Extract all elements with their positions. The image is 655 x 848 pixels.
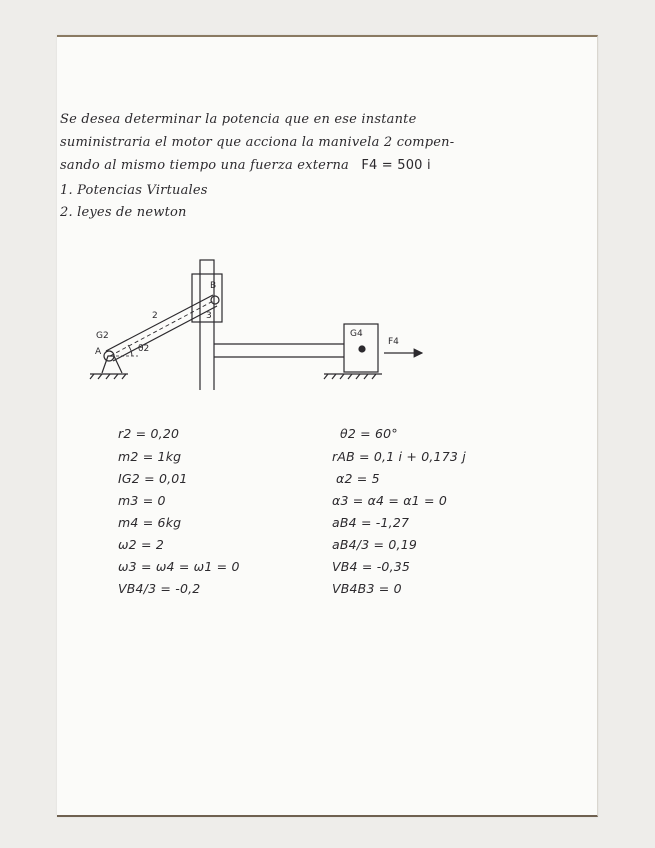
data-r2: r2 = 0,20 <box>118 426 180 441</box>
data-ig2: IG2 = 0,01 <box>118 471 188 486</box>
data-vb4-3: VB4/3 = -0,2 <box>118 581 201 596</box>
label-g4: G4 <box>350 329 363 339</box>
statement-line-2: suministraria el motor que acciona la manivela 2 compen- <box>60 135 455 150</box>
data-m4: m4 = 6kg <box>118 515 182 530</box>
method-item-1: 1. Potencias Virtuales <box>60 183 208 198</box>
statement-line-3 <box>60 158 431 173</box>
data-alpha2: α2 = 5 <box>336 471 380 486</box>
statement-line-1: Se desea determinar la potencia que en ese instante <box>60 112 417 127</box>
label-g2: G2 <box>96 331 109 341</box>
data-rab: rAB = 0,1 i + 0,173 j <box>332 449 466 464</box>
ground-4 <box>324 374 382 379</box>
mechanism-diagram <box>32 220 452 390</box>
data-w3-w4-w1: ω3 = ω4 = ω1 = 0 <box>118 559 240 574</box>
force-expression: F4 = 500 i <box>361 158 431 173</box>
label-theta: θ2 <box>138 344 150 354</box>
horizontal-bar <box>214 344 344 357</box>
data-theta2: θ2 = 60° <box>340 426 398 441</box>
label-force: F4 <box>388 337 399 347</box>
method-item-2: 2. leyes de newton <box>60 205 187 220</box>
statement-line-3-text: sando al mismo tiempo una fuerza externa <box>60 158 349 173</box>
data-ab4-3: aB4/3 = 0,19 <box>332 537 418 552</box>
label-b: B <box>210 281 217 291</box>
label-a: A <box>95 347 102 357</box>
crank-link-2 <box>104 295 219 361</box>
ground-a <box>90 374 128 379</box>
label-link-2: 2 <box>152 311 158 321</box>
data-alpha3-4-1: α3 = α4 = α1 = 0 <box>332 493 447 508</box>
data-ab4: aB4 = -1,27 <box>332 515 410 530</box>
vertical-slider-bar <box>200 260 217 390</box>
data-w2: ω2 = 2 <box>118 537 164 552</box>
data-m3: m3 = 0 <box>118 493 166 508</box>
data-vb4b3: VB4B3 = 0 <box>332 581 402 596</box>
theta-arc <box>128 345 132 356</box>
data-vb4: VB4 = -0,35 <box>332 559 411 574</box>
data-m2: m2 = 1kg <box>118 449 182 464</box>
label-link-3: 3 <box>206 311 212 321</box>
